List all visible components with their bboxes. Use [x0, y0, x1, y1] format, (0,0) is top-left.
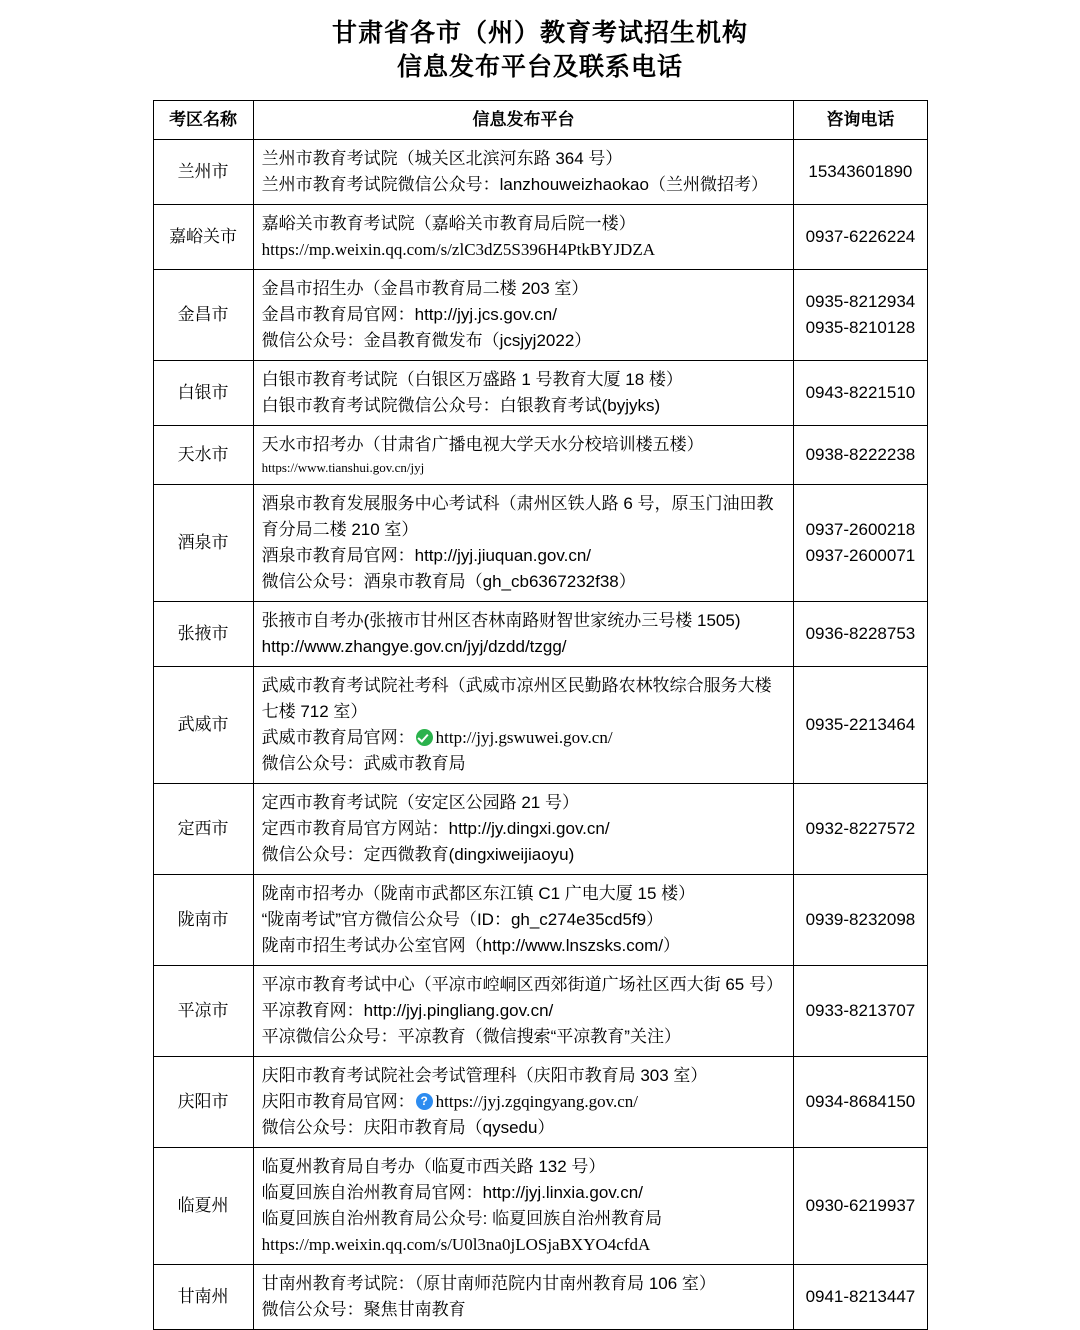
- platform-line: 临夏州教育局自考办（临夏市西关路 132 号）: [261, 1157, 606, 1176]
- area-name: 天水市: [153, 426, 253, 485]
- platform-line: 陇南市招考办（陇南市武都区东江镇 C1 广电大厦 15 楼）: [261, 884, 696, 903]
- table-row: [153, 485, 927, 602]
- platform-line: 平凉微信公众号：平凉教育（微信搜索“平凉教育”关注）: [261, 1027, 681, 1046]
- phone-cell: 0933-8213707: [794, 966, 927, 1057]
- platform-line: 庆阳市教育考试院社会考试管理科（庆阳市教育局 303 室）: [261, 1066, 708, 1085]
- platform-line[interactable]: 定西市教育局官方网站：http://jy.dingxi.gov.cn/: [261, 819, 610, 838]
- header-area: 考区名称: [153, 101, 253, 140]
- platform-line: 微信公众号：聚焦甘南教育: [261, 1300, 466, 1319]
- blue-shield-icon: [416, 1093, 433, 1110]
- table-row: [153, 140, 927, 205]
- platform-cell: [253, 875, 794, 966]
- platform-label: 庆阳市教育局官网：: [261, 1092, 415, 1111]
- page-title: [0, 16, 1080, 84]
- platform-line: 甘南州教育考试院：（原甘南师范院内甘南州教育局 106 室）: [261, 1274, 716, 1293]
- area-name: 陇南市: [153, 875, 253, 966]
- table-header-row: [153, 101, 927, 140]
- table-row: [153, 205, 927, 270]
- platform-line: 兰州市教育考试院（城关区北滨河东路 364 号）: [261, 149, 623, 168]
- platform-url[interactable]: http://jyj.gswuwei.gov.cn/: [435, 728, 613, 747]
- area-name: 武威市: [153, 667, 253, 784]
- phone-cell: 0937-6226224: [794, 205, 927, 270]
- header-phone: 咨询电话: [794, 101, 927, 140]
- platform-url[interactable]: https://jyj.zgqingyang.gov.cn/: [435, 1092, 639, 1111]
- phone-cell: 0943-8221510: [794, 361, 927, 426]
- phone-cell: 0939-8232098: [794, 875, 927, 966]
- green-check-icon: [416, 729, 433, 746]
- platform-cell: [253, 1148, 794, 1265]
- platform-line: 微信公众号：酒泉市教育局（gh_cb6367232f38）: [261, 572, 636, 591]
- platform-line: 微信公众号：金昌教育微发布（jcsjyj2022）: [261, 331, 592, 350]
- platform-cell: [253, 270, 794, 361]
- platform-cell: [253, 361, 794, 426]
- table-row: [153, 784, 927, 875]
- platform-line-with-icon: [262, 725, 786, 751]
- title-line-2: 信息发布平台及联系电话: [396, 53, 683, 81]
- platform-line: 天水市招考办（甘肃省广播电视大学天水分校培训楼五楼）: [261, 435, 704, 454]
- area-name: 临夏州: [153, 1148, 253, 1265]
- platform-cell: [253, 602, 794, 667]
- platform-cell: [253, 140, 794, 205]
- phone-cell: 0934-8684150: [794, 1057, 927, 1148]
- platform-cell: [253, 1265, 794, 1330]
- title-line-1: 甘肃省各市（州）教育考试招生机构: [331, 19, 748, 47]
- platform-line[interactable]: 陇南市招生考试办公室官网（http://www.lnszsks.com/）: [261, 936, 681, 955]
- table-body: [153, 140, 927, 1330]
- platform-line: 定西市教育考试院（安定区公园路 21 号）: [261, 793, 579, 812]
- platform-cell: [253, 966, 794, 1057]
- table-row: [153, 1057, 927, 1148]
- phone-cell: 0935-2213464: [794, 667, 927, 784]
- platform-line: 白银市教育考试院（白银区万盛路 1 号教育大厦 18 楼）: [261, 370, 683, 389]
- phone-cell: [794, 485, 927, 602]
- phone-line-1: 0937-2600218: [805, 520, 916, 539]
- platform-line: 微信公众号：武威市教育局: [261, 754, 466, 773]
- phone-line-2: 0935-8210128: [805, 318, 916, 337]
- institutions-table: [153, 100, 928, 1330]
- platform-line: 白银市教育考试院微信公众号：白银教育考试(byjyks): [261, 396, 661, 415]
- phone-cell: [794, 270, 927, 361]
- phone-cell: 0932-8227572: [794, 784, 927, 875]
- platform-cell: [253, 667, 794, 784]
- phone-cell: 15343601890: [794, 140, 927, 205]
- platform-line: 平凉市教育考试中心（平凉市崆峒区西郊街道广场社区西大街 65 号）: [261, 975, 783, 994]
- area-name: 兰州市: [153, 140, 253, 205]
- area-name: 张掖市: [153, 602, 253, 667]
- area-name: 白银市: [153, 361, 253, 426]
- platform-line: 金昌市招生办（金昌市教育局二楼 203 室）: [261, 279, 589, 298]
- area-name: 嘉峪关市: [153, 205, 253, 270]
- table-row: [153, 966, 927, 1057]
- platform-line[interactable]: 酒泉市教育局官网：http://jyj.jiuquan.gov.cn/: [261, 546, 592, 565]
- table-row: [153, 602, 927, 667]
- area-name: 酒泉市: [153, 485, 253, 602]
- platform-url[interactable]: https://mp.weixin.qq.com/s/U0l3na0jLOSjaBXYO4cfdA: [261, 1235, 651, 1254]
- platform-label: 武威市教育局官网：: [261, 728, 415, 747]
- platform-cell: [253, 485, 794, 602]
- platform-cell: [253, 784, 794, 875]
- table-row: [153, 1265, 927, 1330]
- table-row: [153, 1148, 927, 1265]
- platform-url[interactable]: https://mp.weixin.qq.com/s/zlC3dZ5S396H4PtkBYJDZA: [261, 240, 655, 259]
- platform-cell: [253, 1057, 794, 1148]
- platform-cell: [253, 426, 794, 485]
- table-head: [153, 101, 927, 140]
- phone-cell: 0938-8222238: [794, 426, 927, 485]
- table-row: [153, 875, 927, 966]
- area-name: 甘南州: [153, 1265, 253, 1330]
- phone-line-2: 0937-2600071: [805, 546, 916, 565]
- table-row: [153, 667, 927, 784]
- area-name: 定西市: [153, 784, 253, 875]
- phone-cell: 0930-6219937: [794, 1148, 927, 1265]
- table-row: [153, 270, 927, 361]
- platform-line[interactable]: 金昌市教育局官网：http://jyj.jcs.gov.cn/: [261, 305, 557, 324]
- platform-line: 酒泉市教育发展服务中心考试科（肃州区铁人路 6 号，原玉门油田教育分局二楼 210 室）: [261, 494, 774, 539]
- platform-line: 张掖市自考办(张掖市甘州区杏林南路财智世家统办三号楼 1505): [261, 611, 741, 630]
- table-row: [153, 361, 927, 426]
- platform-line: 微信公众号：庆阳市教育局（qysedu）: [261, 1118, 555, 1137]
- area-name: 庆阳市: [153, 1057, 253, 1148]
- table-row: [153, 426, 927, 485]
- platform-line[interactable]: 平凉教育网：http://jyj.pingliang.gov.cn/: [261, 1001, 554, 1020]
- platform-line-with-icon: [262, 1089, 786, 1115]
- phone-cell: 0936-8228753: [794, 602, 927, 667]
- platform-url[interactable]: http://www.zhangye.gov.cn/jyj/dzdd/tzgg/: [261, 637, 567, 656]
- header-platform: 信息发布平台: [253, 101, 794, 140]
- platform-line: 临夏回族自治州教育局公众号: 临夏回族自治州教育局: [261, 1209, 663, 1228]
- platform-line[interactable]: 临夏回族自治州教育局官网：http://jyj.linxia.gov.cn/: [261, 1183, 643, 1202]
- platform-line: 武威市教育考试院社考科（武威市凉州区民勤路农林牧综合服务大楼七楼 712 室）: [261, 676, 772, 721]
- area-name: 平凉市: [153, 966, 253, 1057]
- platform-cell: [253, 205, 794, 270]
- platform-line: 嘉峪关市教育考试院（嘉峪关市教育局后院一楼）: [261, 214, 636, 233]
- platform-line: 微信公众号：定西微教育(dingxiweijiaoyu): [261, 845, 575, 864]
- platform-url[interactable]: https://www.tianshui.gov.cn/jyj: [261, 460, 425, 475]
- platform-line: 兰州市教育考试院微信公众号：lanzhouweizhaokao（兰州微招考）: [261, 175, 768, 194]
- platform-line: “陇南考试”官方微信公众号（ID：gh_c274e35cd5f9）: [261, 910, 664, 929]
- phone-cell: 0941-8213447: [794, 1265, 927, 1330]
- area-name: 金昌市: [153, 270, 253, 361]
- phone-line-1: 0935-8212934: [805, 292, 916, 311]
